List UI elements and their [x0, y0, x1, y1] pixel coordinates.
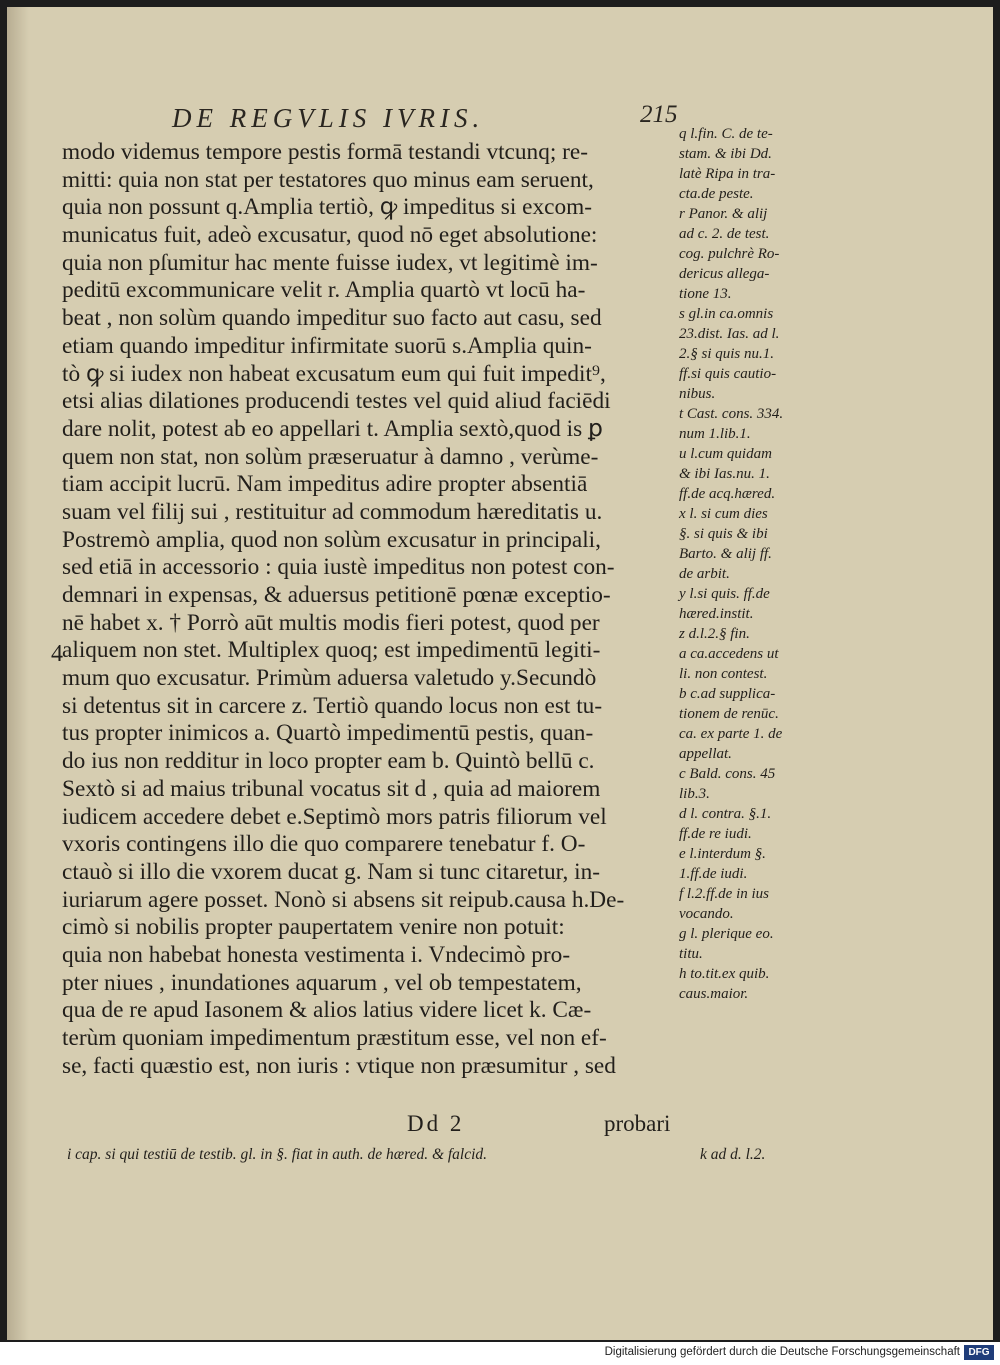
- margin-note-line: dericus allega-: [679, 266, 770, 282]
- margin-note-line: 23.dist. Ias. ad l.: [679, 326, 780, 342]
- margin-note-line: nibus.: [679, 386, 716, 402]
- margin-note-line: f l.2.ff.de in ius: [679, 886, 769, 902]
- margin-note-line: ca. ex parte 1. de: [679, 726, 783, 742]
- margin-note-line: latè Ripa in tra-: [679, 166, 776, 182]
- margin-note-line: q l.fin. C. de te-: [679, 126, 773, 142]
- text-line: suam vel filij sui , restituitur ad commodum hæreditatis u.: [62, 498, 603, 525]
- text-line: beat , non solùm quando impeditur suo facto aut casu, sed: [62, 305, 602, 332]
- margin-note-line: t Cast. cons. 334.: [679, 406, 784, 422]
- book-page: [7, 7, 993, 1340]
- text-line: nē habet x. † Porrò aūt multis modis fieri potest, quod per: [62, 609, 600, 636]
- text-line: etiam quando impeditur infirmitate suorū s.Amplia quin-: [62, 332, 592, 359]
- margin-note-line: & ibi Ias.nu. 1.: [679, 466, 770, 482]
- margin-note-line: e l.interdum §.: [679, 846, 766, 862]
- text-line: terùm quoniam impedimentum præstitum esse, vel non ef-: [62, 1025, 607, 1051]
- margin-note-line: ff.si quis cautio-: [679, 366, 777, 382]
- margin-note-line: §. si quis & ibi: [679, 526, 768, 542]
- margin-note-line: d l. contra. §.1.: [679, 806, 772, 822]
- margin-note-line: vocando.: [679, 906, 734, 922]
- text-line: cimò si nobilis propter paupertatem venire non potuit:: [62, 914, 565, 941]
- text-line: municatus fuit, adeò excusatur, quod nō eget absolutione:: [62, 222, 598, 249]
- margin-note-line: 1.ff.de iudi.: [679, 866, 748, 882]
- margin-note-line: u l.cum quidam: [679, 446, 772, 462]
- margin-note-line: y l.si quis. ff.de: [679, 586, 770, 602]
- margin-note-line: num 1.lib.1.: [679, 426, 751, 442]
- text-line: demnari in expensas, & aduersus petitionē pœnæ exceptio-: [62, 582, 611, 608]
- text-line: do ius non redditur in loco propter eam b. Quintò bellū c.: [62, 748, 595, 775]
- margin-note-line: stam. & ibi Dd.: [679, 146, 772, 162]
- text-line: modo videmus tempore pestis formā testandi vtcunq; re-: [62, 139, 588, 165]
- margin-note-line: hæred.instit.: [679, 606, 754, 622]
- text-line: pter niues , inundationes aquarum , vel ob tempestatem,: [62, 969, 582, 996]
- text-line: qua de re apud Iasonem & alios latius videre licet k. Cæ-: [62, 997, 592, 1024]
- text-line: vxoris contingens illo die quo comparere tenebatur f. O-: [62, 831, 586, 858]
- margin-note-line: cog. pulchrè Ro-: [679, 246, 780, 262]
- main-text: [62, 139, 682, 1080]
- text-line: Postremò amplia, quod non solùm excusatur in principali,: [62, 526, 601, 553]
- margin-note-line: lib.3.: [679, 786, 710, 802]
- text-line: ctauò si illo die vxorem ducat g. Nam si tunc citaretur, in-: [62, 858, 600, 885]
- margin-note-line: Barto. & alij ff.: [679, 546, 772, 562]
- text-line: etsi alias dilationes producendi testes vel quid aliud faciēdi: [62, 388, 611, 415]
- digitization-credit: Digitalisierung gefördert durch die Deutsche Forschungsgemeinschaft: [604, 1346, 960, 1358]
- margin-note-line: z d.l.2.§ fin.: [679, 626, 750, 642]
- text-line: tus propter inimicos a. Quartò impedimentū pestis, quan-: [62, 720, 594, 747]
- margin-note-line: de arbit.: [679, 566, 730, 582]
- margin-note-line: caus.maior.: [679, 986, 749, 1002]
- section-number: 4: [51, 641, 63, 667]
- margin-note-line: g l. plerique eo.: [679, 926, 774, 942]
- margin-note-line: r Panor. & alij: [679, 206, 768, 222]
- margin-note-line: tione 13.: [679, 286, 732, 302]
- text-line: aliquem non stet. Multiplex quoq; est impedimentū legiti-: [62, 637, 601, 664]
- margin-note-line: ad c. 2. de test.: [679, 226, 770, 242]
- margin-note-line: a ca.accedens ut: [679, 646, 779, 662]
- footnote-left: i cap. si qui testiū de testib. gl. in §. fiat in auth. de hæred. & falcid.: [67, 1146, 488, 1163]
- catchword: probari: [604, 1111, 671, 1136]
- dfg-logo: DFG: [964, 1345, 994, 1360]
- text-line: peditū excommunicare velit r. Amplia quartò vt locū ha-: [62, 277, 586, 304]
- running-title: DE REGVLIS IVRIS.: [172, 103, 485, 133]
- text-line: mum quo excusatur. Primùm aduersa valetudo y.Secundò: [62, 665, 597, 692]
- margin-note-line: b c.ad supplica-: [679, 686, 776, 702]
- margin-note-line: s gl.in ca.omnis: [679, 306, 774, 322]
- text-line: sed etiā in accessorio : quia iustè impeditus non potest con-: [62, 554, 615, 581]
- text-line: iuriarum agere posset. Nonò si absens sit reipub.causa h.De-: [62, 886, 625, 913]
- footnote-right: k ad d. l.2.: [700, 1146, 766, 1163]
- text-line: quem non stat, non solùm præseruatur à damno , verùme-: [62, 443, 599, 470]
- margin-note-line: appellat.: [679, 746, 732, 762]
- margin-note-line: 2.§ si quis nu.1.: [679, 346, 775, 362]
- text-line: quia non pſumitur hac mente fuisse iudex, vt legitimè im-: [62, 249, 598, 276]
- margin-note-line: titu.: [679, 946, 703, 962]
- page-number: 215: [640, 101, 678, 128]
- margin-note-line: h to.tit.ex quib.: [679, 966, 770, 982]
- text-line: mitti: quia non stat per testatores quo minus eam seruent,: [62, 166, 594, 193]
- margin-note-line: c Bald. cons. 45: [679, 766, 776, 782]
- text-line: Sextò si ad maius tribunal vocatus sit d , quia ad maiorem: [62, 775, 601, 802]
- text-line: tiam accipit lucrū. Nam impeditus adire propter absentiā: [62, 471, 588, 498]
- signature-mark: Dd 2: [407, 1111, 465, 1136]
- margin-note-line: ff.de acq.hæred.: [679, 486, 776, 502]
- margin-note-line: tionem de renūc.: [679, 706, 779, 722]
- text-line: se, facti quæstio est, non iuris : vtique non præsumitur , sed: [62, 1052, 616, 1079]
- text-line: iudicem accedere debet e.Septimò mors patris filiorum vel: [62, 803, 607, 830]
- text-line: si detentus sit in carcere z. Tertiò quando locus non est tu-: [62, 692, 603, 719]
- margin-notes: [679, 124, 839, 1004]
- text-line: quia non habebat honesta vestimenta i. Vndecimò pro-: [62, 941, 571, 968]
- margin-note-line: x l. si cum dies: [679, 506, 768, 522]
- margin-note-line: cta.de peste.: [679, 186, 754, 202]
- text-line: dare nolit, potest ab eo appellari t. Amplia sextò,quod is ꝑ: [62, 415, 603, 442]
- margin-note-line: li. non contest.: [679, 666, 768, 682]
- margin-note-line: ff.de re iudi.: [679, 826, 752, 842]
- text-line: tò ꝙ si iudex non habeat excusatum eum qui fuit impedit⁹,: [62, 360, 606, 387]
- text-line: quia non possunt q.Amplia tertiò, ꝙ impeditus si excom-: [62, 194, 592, 221]
